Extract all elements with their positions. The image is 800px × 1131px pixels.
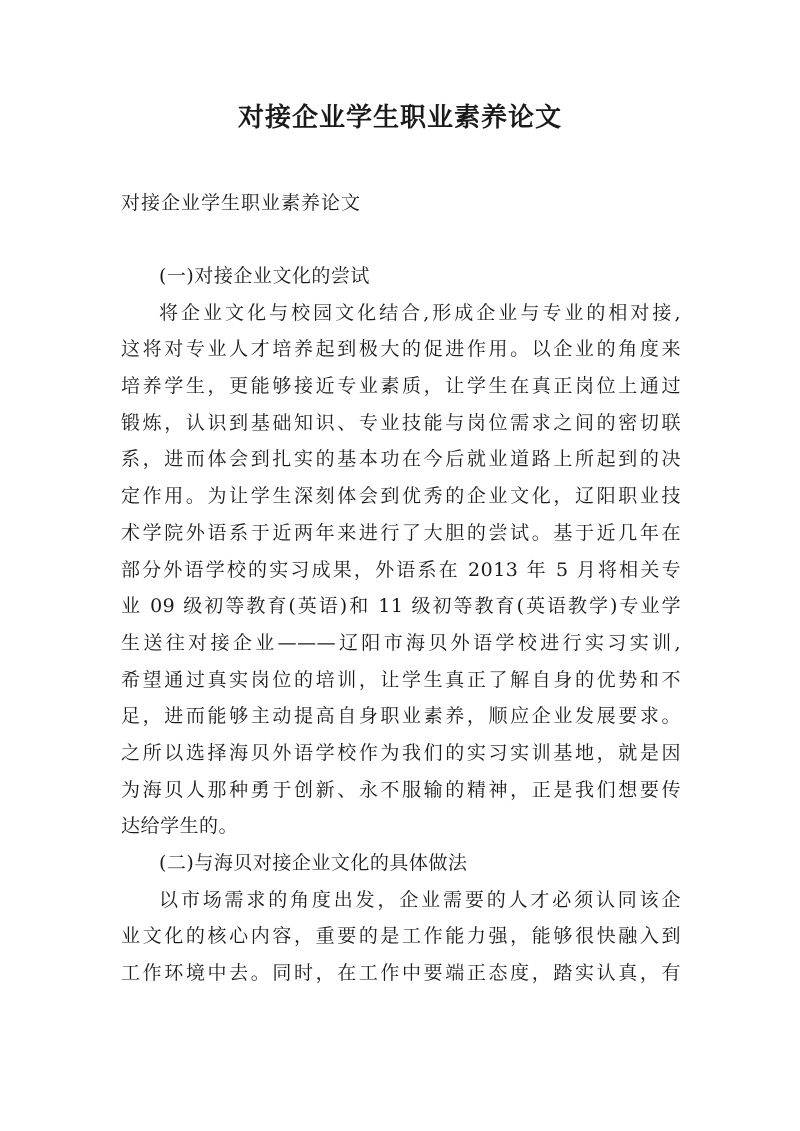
document-subtitle: 对接企业学生职业素养论文 (121, 192, 362, 214)
paragraph-line: 达给学生的。 (121, 815, 239, 838)
paragraph-line: 足，进而能够主动提高自身职业素养，顺应企业发展要求。 (121, 705, 681, 728)
paragraph-line: 培养学生，更能够接近专业素质，让学生在真正岗位上通过 (121, 375, 681, 398)
paragraph-line: 将企业文化与校园文化结合,形成企业与专业的相对接, (159, 301, 681, 324)
paragraph-line: 之所以选择海贝外语学校作为我们的实习实训基地，就是因 (121, 741, 681, 764)
document-title: 对接企业学生职业素养论文 (237, 103, 562, 133)
paragraph-line: 生送往对接企业———辽阳市海贝外语学校进行实习实训, (121, 631, 681, 654)
paragraph-line: 部分外语学校的实习成果，外语系在 2013 年 5 月将相关专 (121, 558, 681, 581)
section-heading: (二)与海贝对接企业文化的具体做法 (159, 852, 468, 874)
paragraph-line: 业 09 级初等教育(英语)和 11 级初等教育(英语教学)专业学 (121, 595, 681, 618)
section-heading: (一)对接企业文化的尝试 (159, 265, 370, 287)
paragraph-line: 术学院外语系于近两年来进行了大胆的尝试。基于近几年在 (121, 521, 681, 544)
paragraph-line: 定作用。为让学生深刻体会到优秀的企业文化，辽阳职业技 (121, 485, 681, 508)
paragraph-line: 这将对专业人才培养起到极大的促进作用。以企业的角度来 (121, 338, 681, 361)
paragraph-line: 以市场需求的角度出发，企业需要的人才必须认同该企 (159, 888, 681, 911)
paragraph-line: 锻炼，认识到基础知识、专业技能与岗位需求之间的密切联 (121, 411, 681, 434)
paragraph-line: 业文化的核心内容，重要的是工作能力强，能够很快融入到 (121, 925, 681, 948)
paragraph-line: 希望通过真实岗位的培训，让学生真正了解自身的优势和不 (121, 668, 681, 691)
paragraph-line: 工作环境中去。同时，在工作中要端正态度，踏实认真，有 (121, 962, 681, 985)
paragraph-line: 为海贝人那种勇于创新、永不服输的精神，正是我们想要传 (121, 778, 681, 801)
document-body (121, 258, 681, 992)
paragraph-line: 系，进而体会到扎实的基本功在今后就业道路上所起到的决 (121, 448, 681, 471)
